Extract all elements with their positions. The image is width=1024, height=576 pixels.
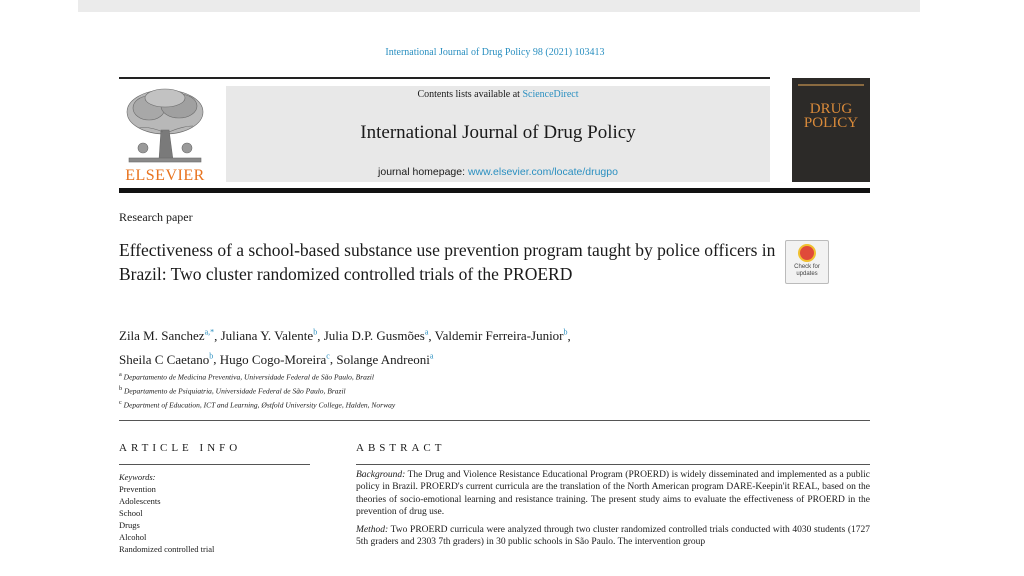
keyword: Adolescents: [119, 496, 161, 506]
homepage-line: [226, 166, 770, 178]
abstract-rule: [356, 464, 870, 465]
journal-homepage-link[interactable]: www.elsevier.com/locate/drugpo: [467, 166, 618, 178]
author[interactable]: Zila M. Sanchez$^{a,*}$: [119, 328, 215, 344]
header-rule: [119, 77, 770, 79]
cover-title: [792, 102, 870, 130]
author[interactable]: Julia D.P. Gusmões$^a$: [323, 328, 429, 344]
contents-line: [226, 89, 770, 100]
abstract-body: [356, 469, 870, 555]
author[interactable]: Hugo Cogo-Moreira$^c$: [219, 351, 330, 367]
abstract-background: Background: The Drug and Violence Resistance Educational Program (PROERD) is widely disseminated and implemented as a public policy in Brazil. PROERD's current curricula are the translation of the North American program DARE-Keepin'it REAL, based on the theories of socio-emotional learning and resistance training. The present study aims to evaluate the effectiveness of PROERD in the prevention of drug use.: [356, 470, 870, 517]
abstract-method: Method: Two PROERD curricula were analyzed through two cluster randomized controlled trials conducted with 4030 students (1727 5th graders and 2303 7th graders) in 30 public schools in São Paulo. The intervention group: [356, 525, 870, 548]
check-for-updates-button[interactable]: [785, 240, 829, 284]
sciencedirect-link[interactable]: ScienceDirect: [522, 89, 579, 100]
author[interactable]: Sheila C Caetano$^b$: [119, 351, 214, 367]
author[interactable]: Juliana Y. Valente$^b$: [220, 328, 318, 344]
homepage-prefix: journal homepage:: [378, 166, 466, 178]
section-rule: [119, 420, 870, 421]
cover-stripe: [798, 84, 864, 86]
keyword: School: [119, 508, 143, 518]
author[interactable]: Solange Andreoni$^a$: [336, 351, 434, 367]
journal-title: International Journal of Drug Policy: [360, 122, 636, 143]
affiliation: $^c$ Department of Education, ICT and Learning, Østfold University College, Halden, Norway: [119, 399, 396, 410]
keyword: Randomized controlled trial: [119, 544, 215, 554]
journal-citation[interactable]: International Journal of Drug Policy 98 (2021) 103413: [385, 47, 605, 58]
article-info-heading: ARTICLE INFO: [119, 442, 242, 454]
contents-prefix: Contents lists available at: [417, 89, 520, 100]
affiliations: [119, 369, 395, 411]
author[interactable]: Valdemir Ferreira-Junior$^b$: [434, 328, 568, 344]
article-info-rule: [119, 464, 310, 465]
affiliation: $^a$ Departamento de Medicina Preventiva, Universidade Federal de São Paulo, Brazil: [119, 371, 374, 382]
keywords-list: [119, 471, 214, 555]
cover-title-line2: POLICY: [803, 115, 859, 131]
article-title: Effectiveness of a school-based substance use prevention program taught by police officers in Brazil: Two cluster randomized controlled trials of the PROERD: [119, 240, 776, 284]
crossmark-icon: [798, 244, 816, 262]
affiliation: $^b$ Departamento de Psiquiatria, Universidade Federal de São Paulo, Brazil: [119, 385, 346, 396]
crossmark-label: [786, 264, 828, 278]
abstract-heading: ABSTRACT: [356, 442, 446, 454]
cover-title-line1: DRUG: [809, 101, 853, 117]
keyword: Drugs: [119, 520, 140, 530]
publisher-wordmark: ELSEVIER: [125, 167, 205, 184]
header-bottom-rule: [119, 188, 870, 193]
paper-type: Research paper: [119, 210, 193, 224]
browser-top-bar: [78, 0, 920, 12]
journal-cover-image: [792, 78, 870, 182]
keyword: Prevention: [119, 484, 156, 494]
crossmark-line1: Check for: [794, 264, 820, 270]
author-list: Zila M. Sanchez$^{a,*}$, Juliana Y. Valente$^b$, Julia D.P. Gusmões$^a$, Valdemir Ferreira-Junior$^b$, Sheila C Caetano$^b$, Hugo Cogo-Moreira$^c$, Solange Andreoni$^a$: [119, 328, 571, 367]
crossmark-line2: updates: [796, 271, 818, 277]
keywords-label: Keywords:: [119, 472, 156, 482]
keyword: Alcohol: [119, 532, 147, 542]
journal-masthead: [226, 86, 770, 182]
